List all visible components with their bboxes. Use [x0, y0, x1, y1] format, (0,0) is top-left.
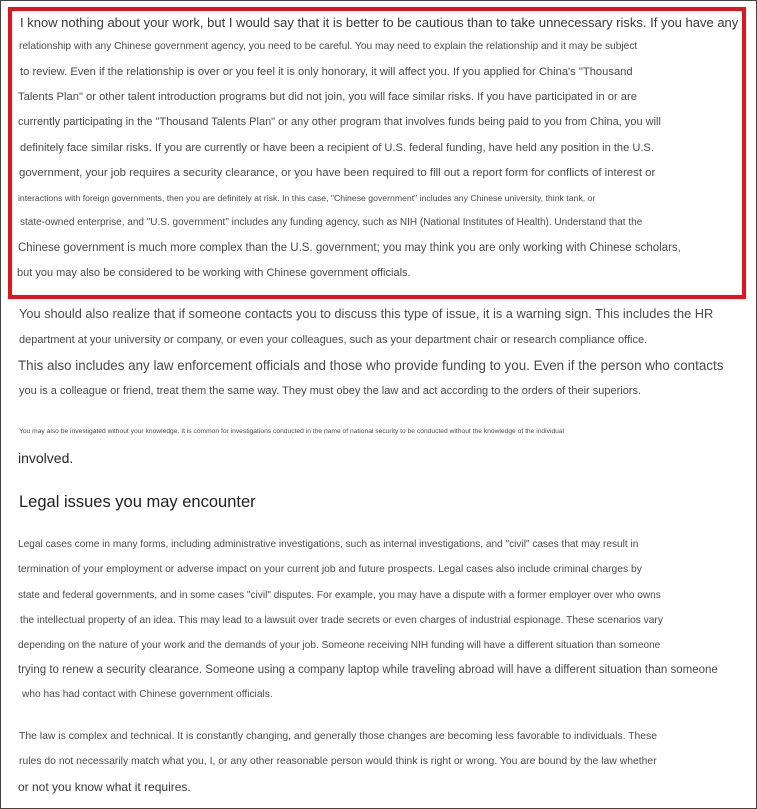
paragraph-line: Talents Plan" or other talent introduction programs but did not join, you will face similar risks. If you have participated in or are — [18, 91, 637, 103]
paragraph-line: relationship with any Chinese government agency, you need to be careful. You may need to explain the relationship and it may be subject — [19, 41, 638, 52]
paragraph-line: depending on the nature of your work and the demands of your job. Someone receiving NIH funding will have a different situation than someone — [18, 640, 661, 651]
paragraph-line: The law is complex and technical. It is constantly changing, and generally those changes are becoming less favorable to individuals. These — [19, 731, 658, 742]
section-heading: Legal issues you may encounter — [19, 493, 256, 511]
paragraph-line: but you may also be considered to be working with Chinese government officials. — [17, 267, 411, 279]
paragraph-line: rules do not necessarily match what you, I, or any other reasonable person would think is right or wrong. You are bound by the law whether — [19, 756, 657, 767]
paragraph-line: state-owned enterprise, and "U.S. government" includes any funding agency, such as NIH (National Institutes of Health). Understand that the — [20, 217, 643, 228]
paragraph-line: to review. Even if the relationship is over or you feel it is only honorary, it will affect you. If you applied for China's "Thousand — [20, 66, 633, 78]
paragraph-line: This also includes any law enforcement officials and those who provide funding to you. Even if the person who contacts — [18, 358, 724, 373]
paragraph-line: interactions with foreign governments, then you are definitely at risk. In this case, "Chinese government" includes any Chinese university, think tank, or — [18, 193, 596, 203]
paragraph-line: trying to renew a security clearance. Someone using a company laptop while traveling abroad will have a different situation than someone — [18, 664, 718, 676]
paragraph-line: You may also be investigated without your knowledge. It is common for investigations conducted in the name of national security to be conducted without the knowledge of the individual — [19, 428, 565, 435]
paragraph-line: you is a colleague or friend, treat them the same way. They must obey the law and act according to the orders of their superiors. — [19, 385, 642, 397]
paragraph-line: government, your job requires a security clearance, or you have been required to fill out a report form for conflicts of interest or — [19, 167, 656, 179]
paragraph-line: the intellectual property of an idea. This may lead to a lawsuit over trade secrets or even charges of industrial espionage. These scenarios vary — [20, 615, 663, 626]
paragraph-line: Chinese government is much more complex than the U.S. government; you may think you are only working with Chinese scholars, — [18, 242, 681, 254]
paragraph-line: definitely face similar risks. If you are currently or have been a recipient of U.S. federal funding, have held any position in the U.S. — [20, 142, 654, 154]
paragraph-line: termination of your employment or adverse impact on your current job and future prospects. Legal cases also include criminal charges by — [18, 564, 642, 575]
paragraph-line: state and federal governments, and in some cases "civil" disputes. For example, you may have a dispute with a former employer over who owns — [18, 590, 661, 601]
paragraph-line: I know nothing about your work, but I would say that it is better to be cautious than to take unnecessary risks. If you have any — [20, 15, 739, 30]
paragraph-line: or not you know what it requires. — [18, 780, 191, 794]
paragraph-line: department at your university or company, or even your colleagues, such as your department chair or research compliance office. — [19, 334, 648, 346]
paragraph-line: Legal cases come in many forms, including administrative investigations, such as internal investigations, and "civil" cases that may result in — [18, 539, 639, 550]
paragraph-line: who has had contact with Chinese government officials. — [22, 689, 273, 700]
paragraph-line: involved. — [18, 450, 74, 466]
paragraph-line: You should also realize that if someone contacts you to discuss this type of issue, it is a warning sign. This includes the HR — [19, 306, 714, 321]
paragraph-line: currently participating in the "Thousand Talents Plan" or any other program that involves funds being paid to you from China, you will — [18, 116, 661, 128]
